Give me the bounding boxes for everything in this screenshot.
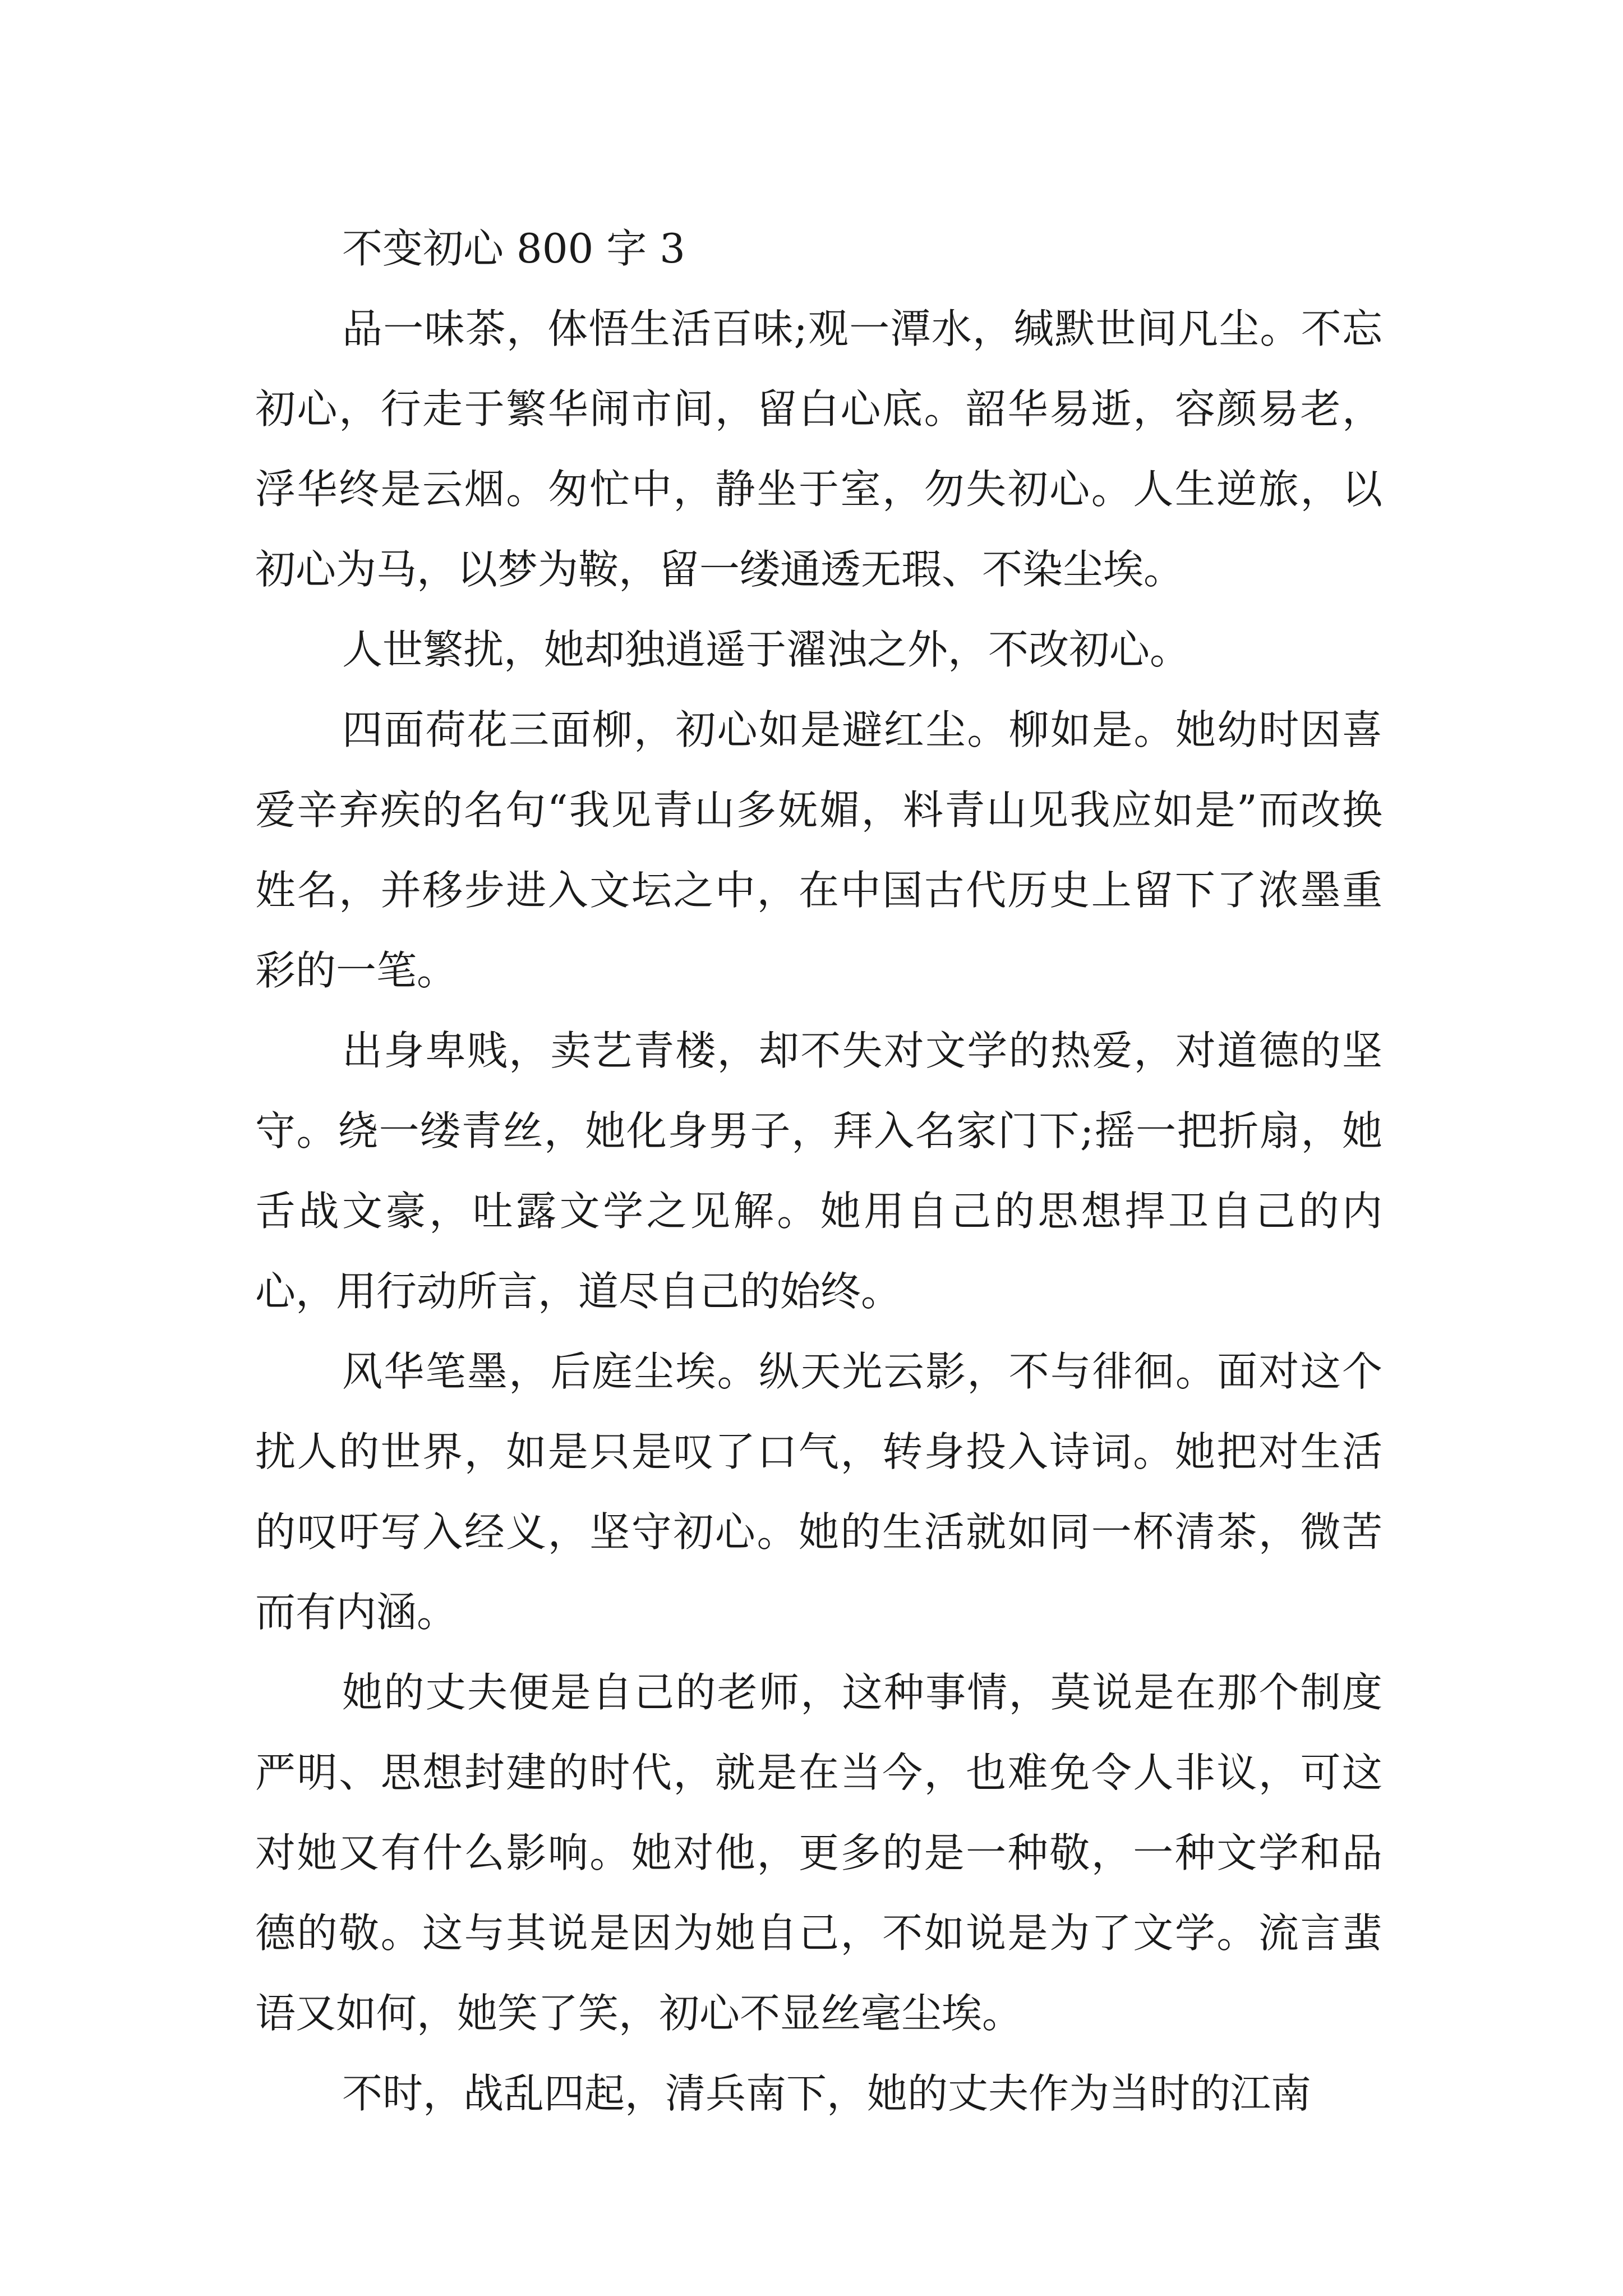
paragraph-3: 四面荷花三面柳，初心如是避红尘。柳如是。她幼时因喜爱辛弃疾的名句“我见青山多妩媚，料青山见我应如是”而改换姓名，并移步进入文坛之中，在中国古代历史上留下了浓墨重彩的一笔。 (255, 706, 1382, 994)
paragraph-7: 不时，战乱四起，清兵南下，她的丈夫作为当时的江南 (342, 2070, 1312, 2117)
paragraph-6: 她的丈夫便是自己的老师，这种事情，莫说是在那个制度严明、思想封建的时代，就是在当今，也难免令人非议，可这对她又有什么影响。她对他，更多的是一种敬，一种文学和品德的敬。这与其说是因为她自己，不如说是为了文学。流言蜚语又如何，她笑了笑，初心不显丝毫尘埃。 (255, 1669, 1382, 2037)
paragraph-4: 出身卑贱，卖艺青楼，却不失对文学的热爱，对道德的坚守。绕一缕青丝，她化身男子，拜入名家门下;摇一把折扇，她舌战文豪，吐露文学之见解。她用自己的思想捍卫自己的内心，用行动所言，道尽自己的始终。 (255, 1027, 1382, 1315)
document-body (255, 209, 1382, 2134)
paragraph-2: 人世繁扰，她却独逍遥于濯浊之外，不改初心。 (342, 626, 1191, 673)
paragraph-1: 品一味茶，体悟生活百味;观一潭水，缄默世间凡尘。不忘初心，行走于繁华闹市间，留白心底。韶华易逝，容颜易老，浮华终是云烟。匆忙中，静坐于室，勿失初心。人生逆旅，以初心为马，以梦为鞍，留一缕通透无瑕、不染尘埃。 (255, 305, 1382, 593)
paragraph-5: 风华笔墨，后庭尘埃。纵天光云影，不与徘徊。面对这个扰人的世界，如是只是叹了口气，转身投入诗词。她把对生活的叹吁写入经义，坚守初心。她的生活就如同一杯清茶，微苦而有内涵。 (255, 1348, 1382, 1636)
document-title: 不变初心 800 字 3 (342, 225, 685, 272)
